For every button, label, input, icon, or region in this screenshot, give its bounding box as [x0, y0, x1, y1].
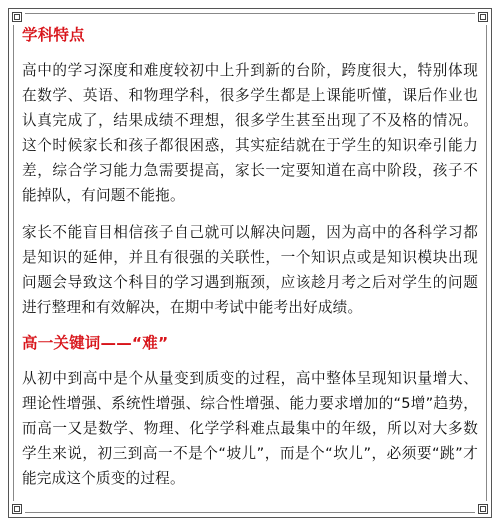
paragraph: 家长不能盲目相信孩子自己就可以解决问题，因为高中的各科学习都是知识的延伸，并且有很强的关联性，一个知识点或是知识模块出现问题会导致这个科目的学习遇到瓶颈，应该趁月考之后对学生的问题进行整理和有效解决，在期中考试中能考出好成绩。: [22, 224, 478, 316]
paragraph: 高中的学习深度和难度较初中上升到新的台阶，跨度很大，特别体现在数学、英语、和物理学科，很多学生都是上课能听懂，课后作业也认真完成了，结果成绩不理想，很多学生甚至出现了不及格的情况。这个时候家长和孩子都很困惑，其实症结就在于学生的知识牵引能力差，综合学习能力急需要提高，家长一定要知道在高中阶段，孩子不能掉队，有问题不能拖。: [22, 62, 478, 204]
section-title-grade-ten-keyword: 高一关键词——“难”: [22, 334, 169, 352]
frame-corner-ornament: [9, 501, 25, 517]
paragraph: 从初中到高中是个从量变到质变的过程，高中整体呈现知识量增大、理论性增强、系统性增强、综合性增强、能力要求增加的“5增”趋势，而高一又是数学、物理、化学学科难点最集中的年级，所以对大多数学生来说，初三到高一不是个“坡儿”，而是个“坎儿”，必须要“跳”才能完成这个质变的过程。: [22, 370, 478, 487]
frame-corner-ornament: [475, 9, 491, 25]
frame-corner-ornament: [9, 9, 25, 25]
section-title-subject-features: 学科特点: [22, 26, 85, 44]
article-body: [22, 24, 478, 503]
frame-corner-ornament: [475, 501, 491, 517]
